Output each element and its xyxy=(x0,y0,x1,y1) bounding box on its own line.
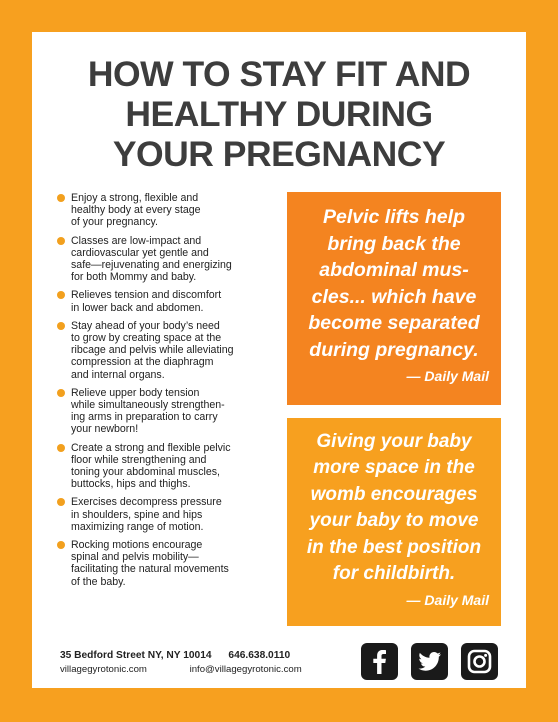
bullet-dot xyxy=(57,291,65,299)
list-item-line: Create a strong and flexible pelvic xyxy=(71,441,231,454)
phone-number[interactable]: 646.638.0110 xyxy=(228,650,291,661)
title-line: HOW TO STAY FIT AND xyxy=(87,54,471,94)
quote-line: your baby to move xyxy=(309,510,479,532)
list-item-line: Exercises decompress pressure xyxy=(71,496,222,509)
quote-line: Giving your baby xyxy=(316,431,472,452)
contact-footer xyxy=(60,650,302,675)
quote-line: more space in the xyxy=(313,457,475,479)
list-item xyxy=(57,496,282,533)
website-link[interactable]: villagegyrotonic.com xyxy=(60,664,147,675)
list-item-line: while simultaneously strengthen- xyxy=(71,399,225,412)
list-item xyxy=(57,320,282,381)
list-item xyxy=(57,539,282,588)
list-item-line: Classes are low-impact and xyxy=(71,234,202,247)
instagram-icon[interactable] xyxy=(461,643,498,680)
list-item-line: your newborn! xyxy=(71,423,139,436)
list-item-line: ing arms in preparation to carry xyxy=(71,411,218,424)
facebook-icon[interactable] xyxy=(361,643,398,680)
bullet-dot xyxy=(57,322,65,330)
page-title xyxy=(32,54,526,174)
list-item xyxy=(57,192,282,229)
bullet-dot xyxy=(57,541,65,549)
title-line: YOUR PREGNANCY xyxy=(112,134,446,174)
list-item-line: and internal organs. xyxy=(71,368,165,381)
list-item-line: Enjoy a strong, flexible and xyxy=(71,192,199,204)
quote-line: in the best position xyxy=(306,536,482,558)
list-item-line: of the baby. xyxy=(71,575,126,588)
bullet-dot xyxy=(57,498,65,506)
list-item xyxy=(57,442,282,491)
quote-line: cles... which have xyxy=(311,285,477,308)
quote-line: for childbirth. xyxy=(332,563,456,585)
list-item-line: Relieve upper body tension xyxy=(71,386,200,399)
address-phone-row xyxy=(60,650,302,661)
title-line: HEALTHY DURING xyxy=(125,94,433,134)
flyer-sheet xyxy=(32,32,526,688)
list-item-line: compression at the diaphragm xyxy=(71,356,214,369)
quote-box-pelvic-lifts xyxy=(287,192,501,405)
list-item-line: Relieves tension and discomfort xyxy=(71,289,222,302)
quote-line: become separated xyxy=(308,312,480,334)
list-item-line: ribcage and pelvis while alleviating xyxy=(71,344,234,357)
list-item-line: toning your abdominal muscles, xyxy=(71,466,220,479)
quote-box-baby-space xyxy=(287,418,501,626)
list-item-line: healthy body at every stage xyxy=(71,204,201,217)
list-item-line: Stay ahead of your body’s need xyxy=(71,319,220,332)
quote-line: Pelvic lifts help xyxy=(323,206,465,228)
quote-attribution: — Daily Mail xyxy=(406,592,489,609)
street-address: 35 Bedford Street NY, NY 10014 xyxy=(60,650,212,661)
list-item-line: spinal and pelvis mobility— xyxy=(71,551,199,564)
bullet-dot xyxy=(57,194,65,202)
quote-line: womb encourages xyxy=(310,483,478,505)
bullet-dot xyxy=(57,444,65,452)
twitter-icon[interactable] xyxy=(411,643,448,680)
quote-line: bring back the xyxy=(327,232,461,255)
list-item-line: buttocks, hips and thighs. xyxy=(71,478,191,491)
list-item-line: for both Mommy and baby. xyxy=(71,271,197,284)
list-item-line: in shoulders, spine and hips xyxy=(71,508,203,521)
web-email-row xyxy=(60,664,302,675)
list-item-line: to grow by creating space at the xyxy=(71,332,222,345)
bullet-dot xyxy=(57,389,65,397)
list-item-line: safe—rejuvenating and energizing xyxy=(71,259,232,272)
quote-attribution: — Daily Mail xyxy=(406,368,489,384)
list-item-line: maximizing range of motion. xyxy=(71,520,204,533)
list-item-line: Rocking motions encourage xyxy=(71,539,203,552)
list-item-line: cardiovascular yet gentle and xyxy=(71,246,209,259)
list-item xyxy=(57,235,282,284)
list-item-line: facilitating the natural movements xyxy=(71,563,229,576)
quote-line: abdominal mus- xyxy=(319,259,469,281)
quote-line: during pregnancy. xyxy=(309,338,479,361)
list-item xyxy=(57,289,282,313)
list-item-line: floor while strengthening and xyxy=(71,453,207,466)
list-item xyxy=(57,387,282,436)
list-item-line: in lower back and abdomen. xyxy=(71,301,204,314)
bullet-dot xyxy=(57,237,65,245)
benefits-list xyxy=(57,192,282,594)
email-link[interactable]: info@villagegyrotonic.com xyxy=(189,664,302,675)
list-item-line: of your pregnancy. xyxy=(71,216,158,229)
